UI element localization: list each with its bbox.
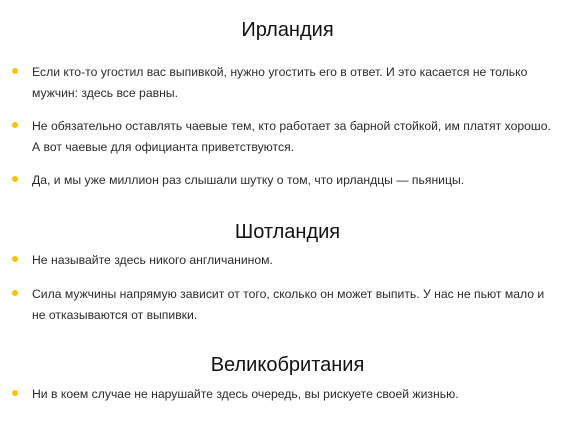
list-item-text: Не называйте здесь никого англичанином. bbox=[32, 253, 273, 267]
bullet-icon bbox=[12, 390, 18, 396]
section-title-great-britain: Великобритания bbox=[210, 354, 365, 376]
list-item-text: Не обязательно оставлять чаевые тем, кто работает за барной стойкой, им платят хорошо. А вот чаевые для официанта приветствуются. bbox=[32, 119, 551, 154]
list-item bbox=[12, 170, 552, 191]
list-item bbox=[12, 384, 552, 405]
list-item-text: Ни в коем случае не нарушайте здесь очередь, вы рискуете своей жизнью. bbox=[32, 387, 459, 401]
list-item-text: Сила мужчины напрямую зависит от того, сколько он может выпить. У нас не пьют мало и не отказываются от выпивки. bbox=[32, 287, 545, 322]
list-item bbox=[12, 116, 552, 158]
section-title-scotland: Шотландия bbox=[234, 221, 341, 243]
list-item bbox=[12, 284, 552, 326]
list-item bbox=[12, 62, 552, 104]
section-title-ireland: Ирландия bbox=[241, 19, 334, 41]
bullet-icon bbox=[12, 176, 18, 182]
list-item-text: Да, и мы уже миллион раз слышали шутку о том, что ирландцы — пьяницы. bbox=[32, 173, 465, 187]
bullet-icon bbox=[12, 290, 18, 296]
bullet-icon bbox=[12, 256, 18, 262]
list-item bbox=[12, 250, 552, 271]
bullet-icon bbox=[12, 122, 18, 128]
bullet-icon bbox=[12, 68, 18, 74]
list-item-text: Если кто-то угостил вас выпивкой, нужно угостить его в ответ. И это касается не только мужчин: здесь все равны. bbox=[32, 65, 528, 100]
